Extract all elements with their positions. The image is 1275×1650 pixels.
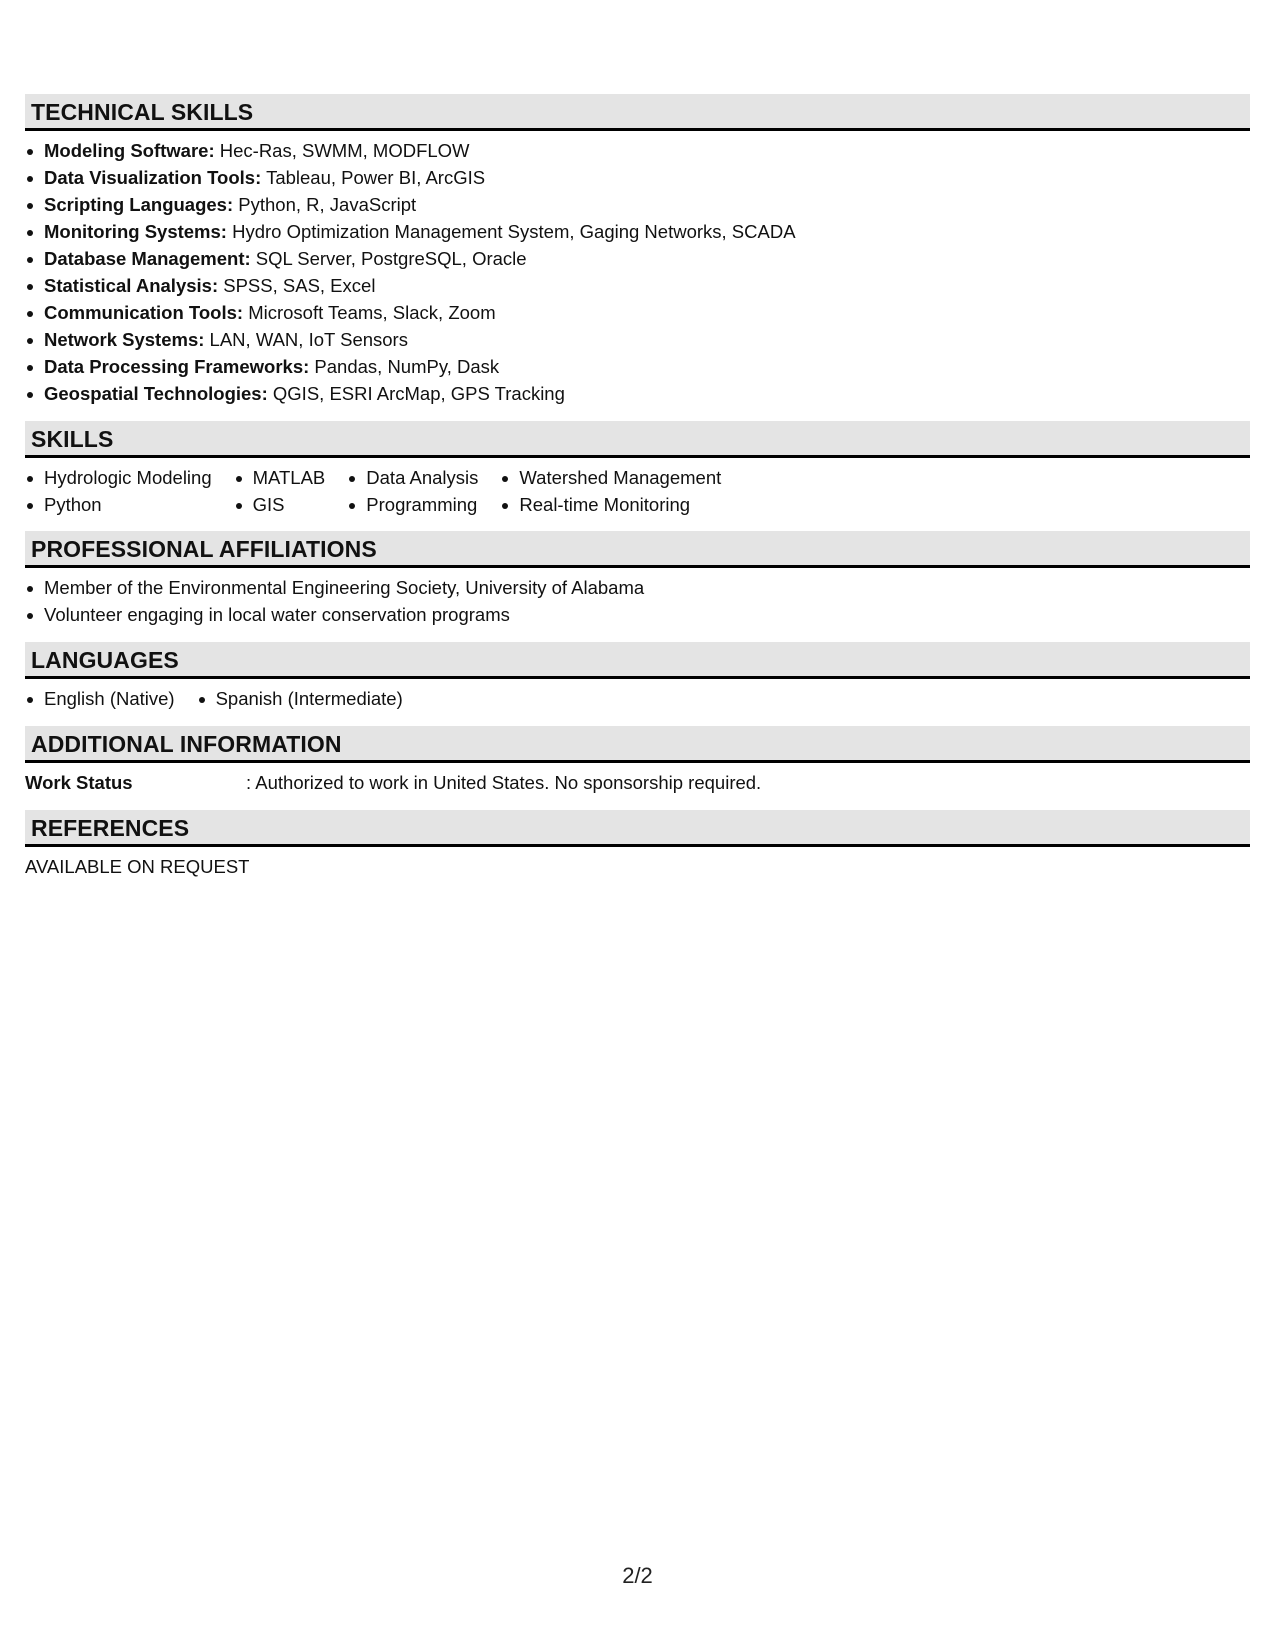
list-item: Data Analysis xyxy=(347,464,478,491)
skill-category-label: Monitoring Systems: xyxy=(44,221,227,242)
section-header-technical-skills: TECHNICAL SKILLS xyxy=(25,94,1250,131)
skill-category-value: Hydro Optimization Management System, Gaging Networks, SCADA xyxy=(232,221,796,242)
references-text: AVAILABLE ON REQUEST xyxy=(25,856,250,877)
skill-category-label: Network Systems: xyxy=(44,329,205,350)
skill-category-value: SQL Server, PostgreSQL, Oracle xyxy=(255,248,527,269)
list-item xyxy=(25,191,1250,218)
list-item: Hydrologic Modeling xyxy=(25,464,212,491)
section-header-references: REFERENCES xyxy=(25,810,1250,847)
list-item xyxy=(25,245,1250,272)
work-status-value: : Authorized to work in United States. No sponsorship required. xyxy=(246,772,762,793)
list-item xyxy=(25,380,1250,407)
skill-category-label: Database Management: xyxy=(44,248,251,269)
list-item xyxy=(25,353,1250,380)
skill-category-label: Communication Tools: xyxy=(44,302,244,323)
work-status-label: Work Status xyxy=(25,772,133,793)
skill-category-label: Modeling Software: xyxy=(44,140,215,161)
skill-category-value: Pandas, NumPy, Dask xyxy=(314,356,500,377)
skills-column xyxy=(347,464,478,518)
list-item: Member of the Environmental Engineering Society, University of Alabama xyxy=(25,574,1250,601)
skill-category-value: LAN, WAN, IoT Sensors xyxy=(209,329,408,350)
skill-category-value: Tableau, Power BI, ArcGIS xyxy=(266,167,486,188)
skill-category-label: Statistical Analysis: xyxy=(44,275,219,296)
skills-column xyxy=(500,464,721,518)
skill-category-value: SPSS, SAS, Excel xyxy=(223,275,376,296)
list-item: English (Native) xyxy=(25,685,175,712)
list-item: Volunteer engaging in local water conservation programs xyxy=(25,601,1250,628)
list-item xyxy=(25,137,1250,164)
resume-page xyxy=(25,94,1250,880)
list-item: MATLAB xyxy=(234,464,326,491)
skill-category-label: Data Processing Frameworks: xyxy=(44,356,310,377)
list-item: Real-time Monitoring xyxy=(500,491,721,518)
skill-category-label: Geospatial Technologies: xyxy=(44,383,268,404)
list-item xyxy=(25,164,1250,191)
list-item: GIS xyxy=(234,491,326,518)
work-status-row xyxy=(25,769,1250,796)
technical-skills-list xyxy=(25,137,1250,407)
skills-column xyxy=(234,464,326,518)
skills-column xyxy=(25,464,212,518)
skill-category-value: Python, R, JavaScript xyxy=(238,194,417,215)
skills-grid xyxy=(25,464,1250,518)
section-header-additional-info: ADDITIONAL INFORMATION xyxy=(25,726,1250,763)
list-item xyxy=(25,272,1250,299)
skill-category-value: QGIS, ESRI ArcMap, GPS Tracking xyxy=(272,383,565,404)
section-header-languages: LANGUAGES xyxy=(25,642,1250,679)
list-item: Python xyxy=(25,491,212,518)
page-number: 2/2 xyxy=(622,1563,653,1588)
section-header-affiliations: PROFESSIONAL AFFILIATIONS xyxy=(25,531,1250,568)
list-item xyxy=(25,299,1250,326)
skill-category-label: Data Visualization Tools: xyxy=(44,167,262,188)
list-item: Programming xyxy=(347,491,478,518)
skill-category-value: Hec-Ras, SWMM, MODFLOW xyxy=(219,140,470,161)
list-item: Spanish (Intermediate) xyxy=(197,685,403,712)
list-item xyxy=(25,326,1250,353)
list-item xyxy=(25,218,1250,245)
skill-category-label: Scripting Languages: xyxy=(44,194,234,215)
languages-list xyxy=(25,685,1250,712)
affiliations-list xyxy=(25,574,1250,628)
skill-category-value: Microsoft Teams, Slack, Zoom xyxy=(248,302,496,323)
list-item: Watershed Management xyxy=(500,464,721,491)
section-header-skills: SKILLS xyxy=(25,421,1250,458)
